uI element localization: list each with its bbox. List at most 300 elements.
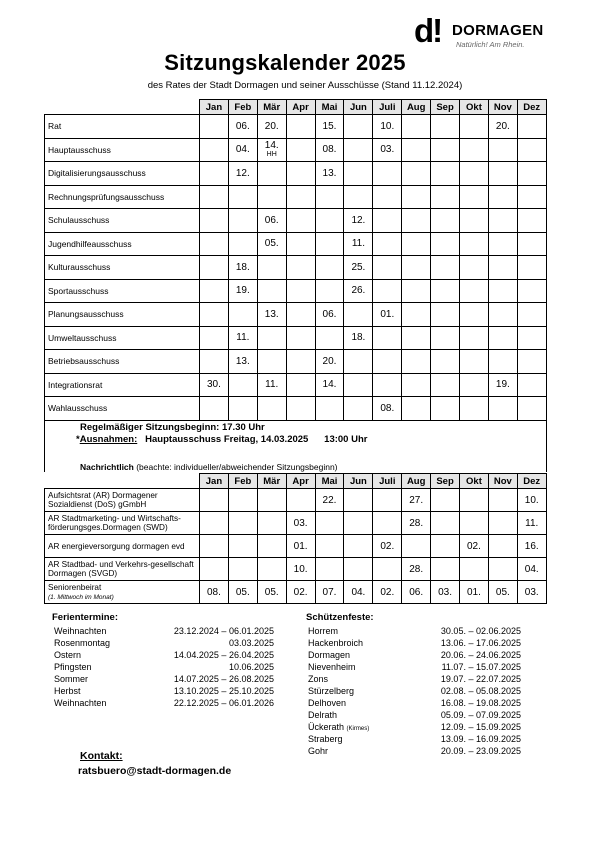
date-cell bbox=[228, 558, 257, 581]
date-value: 10. bbox=[380, 120, 395, 132]
date-cell bbox=[200, 489, 229, 512]
date-cell bbox=[344, 303, 373, 327]
date-cell bbox=[431, 279, 460, 303]
date-value: 13. bbox=[322, 167, 337, 179]
date-cell bbox=[460, 185, 489, 209]
date-cell bbox=[517, 581, 546, 604]
date-value: 13. bbox=[235, 355, 250, 367]
exceptions-text: Hauptausschuss Freitag, 14.03.2025 13:00 Uhr bbox=[137, 434, 368, 445]
nachrichtlich-label: Nachrichtlich bbox=[80, 462, 134, 472]
committee-row-name: Planungsausschuss bbox=[48, 309, 124, 320]
date-cell bbox=[257, 209, 286, 233]
date-cell bbox=[402, 558, 431, 581]
date-cell bbox=[257, 373, 286, 397]
date-cell bbox=[315, 138, 344, 162]
header-blank bbox=[45, 474, 200, 489]
date-cell bbox=[373, 185, 402, 209]
date-value: 26. bbox=[351, 285, 366, 297]
date-cell bbox=[344, 489, 373, 512]
date-value: 03. bbox=[524, 586, 539, 598]
date-cell bbox=[315, 373, 344, 397]
committee-row-name: Kulturausschuss bbox=[48, 262, 111, 273]
date-cell bbox=[228, 185, 257, 209]
committee-row-label bbox=[45, 138, 200, 162]
date-cell bbox=[488, 115, 517, 139]
exceptions-label: Ausnahmen: bbox=[79, 434, 138, 445]
date-value: 14. bbox=[322, 379, 337, 391]
date-cell bbox=[431, 256, 460, 280]
date-cell bbox=[431, 397, 460, 421]
logo-slogan: Natürlich! Am Rhein. bbox=[456, 40, 525, 49]
month-header: Feb bbox=[228, 100, 257, 115]
date-cell bbox=[460, 279, 489, 303]
date-cell bbox=[431, 138, 460, 162]
date-cell bbox=[228, 535, 257, 558]
date-cell bbox=[373, 279, 402, 303]
date-cell bbox=[517, 232, 546, 256]
date-cell bbox=[228, 512, 257, 535]
date-cell bbox=[373, 558, 402, 581]
date-cell bbox=[228, 373, 257, 397]
dormagen-logo bbox=[414, 14, 574, 54]
date-value: 14. bbox=[264, 140, 279, 152]
committee-row bbox=[45, 303, 547, 327]
date-cell bbox=[517, 512, 546, 535]
date-cell bbox=[460, 535, 489, 558]
date-cell bbox=[200, 115, 229, 139]
date-cell bbox=[344, 535, 373, 558]
company-row-label bbox=[45, 489, 200, 512]
date-cell bbox=[488, 535, 517, 558]
list-item-label: Zons bbox=[308, 674, 329, 684]
date-cell bbox=[344, 115, 373, 139]
date-cell bbox=[257, 326, 286, 350]
date-value: 13. bbox=[264, 308, 279, 320]
exceptions-note bbox=[76, 434, 367, 445]
date-cell bbox=[200, 581, 229, 604]
date-cell bbox=[402, 209, 431, 233]
date-cell bbox=[228, 489, 257, 512]
date-cell bbox=[488, 397, 517, 421]
date-cell bbox=[200, 185, 229, 209]
date-cell bbox=[517, 303, 546, 327]
date-cell bbox=[402, 350, 431, 374]
date-cell bbox=[517, 115, 546, 139]
date-value: 19. bbox=[495, 379, 510, 391]
date-cell bbox=[286, 512, 315, 535]
festivals-title: Schützenfeste: bbox=[306, 612, 374, 623]
date-cell bbox=[431, 512, 460, 535]
list-item-name bbox=[308, 685, 354, 697]
regular-start-note: Regelmäßiger Sitzungsbeginn: 17.30 Uhr bbox=[80, 422, 265, 433]
date-cell bbox=[200, 138, 229, 162]
list-item-name bbox=[308, 637, 363, 649]
list-item-label: Delhoven bbox=[308, 698, 347, 708]
date-cell bbox=[257, 397, 286, 421]
date-cell bbox=[402, 489, 431, 512]
date-cell bbox=[315, 397, 344, 421]
committee-row-label bbox=[45, 256, 200, 280]
date-cell bbox=[257, 535, 286, 558]
date-value: 06. bbox=[322, 308, 337, 320]
companies-table bbox=[44, 473, 547, 604]
date-cell bbox=[200, 558, 229, 581]
date-cell bbox=[517, 535, 546, 558]
date-value: 01. bbox=[380, 308, 395, 320]
date-cell bbox=[344, 326, 373, 350]
date-value: 30. bbox=[206, 379, 221, 391]
date-cell bbox=[286, 256, 315, 280]
date-value: 06. bbox=[409, 586, 424, 598]
company-row-name: AR Stadtmarketing- und Wirtschafts-förderungsges.Dormagen (SWD) bbox=[48, 514, 181, 532]
nachrichtlich-note bbox=[80, 462, 338, 472]
committee-row-name: Betriebsausschuss bbox=[48, 356, 120, 367]
date-value: 15. bbox=[322, 120, 337, 132]
list-item-name bbox=[308, 673, 328, 685]
date-value: 11. bbox=[236, 332, 250, 344]
list-item-label: Weihnachten bbox=[54, 698, 107, 708]
date-cell bbox=[315, 232, 344, 256]
list-item-name bbox=[54, 625, 106, 637]
date-value: 11. bbox=[525, 517, 539, 529]
date-cell bbox=[373, 350, 402, 374]
month-header: Dez bbox=[517, 100, 546, 115]
date-cell bbox=[286, 350, 315, 374]
committee-row-name: Integrationsrat bbox=[48, 379, 103, 390]
company-row-note: (1. Mittwoch im Monat) bbox=[48, 593, 114, 601]
date-value: 10. bbox=[524, 494, 539, 506]
date-cell bbox=[344, 185, 373, 209]
committee-row-label bbox=[45, 303, 200, 327]
list-item bbox=[54, 637, 294, 649]
list-item-dates: 13.06. – 17.06.2025 bbox=[440, 638, 521, 648]
date-cell bbox=[344, 558, 373, 581]
date-cell bbox=[431, 185, 460, 209]
month-header: Mär bbox=[257, 100, 286, 115]
list-item bbox=[308, 697, 533, 709]
list-item bbox=[308, 685, 533, 697]
date-cell bbox=[373, 232, 402, 256]
date-value: 16. bbox=[524, 540, 539, 552]
date-cell bbox=[200, 512, 229, 535]
date-cell bbox=[460, 138, 489, 162]
date-cell bbox=[315, 489, 344, 512]
list-item-dates: 13.09. – 16.09.2025 bbox=[440, 734, 521, 744]
date-cell bbox=[460, 489, 489, 512]
list-item-label: Pfingsten bbox=[54, 662, 92, 672]
list-item bbox=[54, 697, 294, 709]
date-cell bbox=[344, 162, 373, 186]
date-cell bbox=[402, 373, 431, 397]
date-cell bbox=[344, 397, 373, 421]
date-cell bbox=[488, 256, 517, 280]
logo-name: DORMAGEN bbox=[452, 22, 544, 39]
date-cell bbox=[257, 558, 286, 581]
date-cell bbox=[373, 303, 402, 327]
date-value: 20. bbox=[322, 355, 337, 367]
date-cell bbox=[488, 373, 517, 397]
month-header: Sep bbox=[431, 100, 460, 115]
committee-row bbox=[45, 256, 547, 280]
list-item-name bbox=[308, 649, 350, 661]
committee-row bbox=[45, 138, 547, 162]
date-cell bbox=[286, 558, 315, 581]
month-header: Aug bbox=[402, 100, 431, 115]
date-cell bbox=[286, 581, 315, 604]
date-value: 12. bbox=[351, 214, 366, 226]
list-item bbox=[54, 625, 294, 637]
list-item bbox=[308, 721, 533, 733]
month-header: Sep bbox=[431, 474, 460, 489]
list-item-dates: 02.08. – 05.08.2025 bbox=[440, 686, 521, 696]
date-value: 04. bbox=[351, 586, 366, 598]
list-item-label: Hackenbroich bbox=[308, 638, 364, 648]
date-cell bbox=[431, 350, 460, 374]
date-cell bbox=[373, 373, 402, 397]
month-header: Apr bbox=[286, 474, 315, 489]
month-header: Jun bbox=[344, 474, 373, 489]
date-subnote: HH bbox=[266, 151, 277, 159]
date-cell bbox=[431, 489, 460, 512]
list-item-name bbox=[308, 745, 328, 757]
list-item-dates: 13.10.2025 – 25.10.2025 bbox=[173, 686, 274, 696]
date-cell bbox=[460, 581, 489, 604]
company-row bbox=[45, 535, 547, 558]
date-cell bbox=[257, 512, 286, 535]
date-cell bbox=[517, 162, 546, 186]
date-cell bbox=[402, 397, 431, 421]
company-row-label bbox=[45, 535, 200, 558]
date-cell bbox=[373, 162, 402, 186]
date-cell bbox=[431, 162, 460, 186]
committee-row-label bbox=[45, 350, 200, 374]
date-value: 06. bbox=[235, 120, 250, 132]
list-item-dates: 20.09. – 23.09.2025 bbox=[440, 746, 521, 756]
holidays-list bbox=[54, 625, 294, 709]
month-header: Nov bbox=[488, 474, 517, 489]
committee-row-label bbox=[45, 326, 200, 350]
list-item bbox=[308, 709, 533, 721]
list-item-label: Dormagen bbox=[308, 650, 351, 660]
committee-row-label bbox=[45, 162, 200, 186]
month-header: Jan bbox=[200, 474, 229, 489]
date-value: 01. bbox=[467, 586, 481, 598]
date-cell bbox=[286, 232, 315, 256]
list-item bbox=[308, 625, 533, 637]
date-cell bbox=[431, 581, 460, 604]
date-value: 12. bbox=[235, 167, 250, 179]
date-cell bbox=[488, 558, 517, 581]
committee-row bbox=[45, 232, 547, 256]
list-item bbox=[308, 661, 533, 673]
date-cell bbox=[344, 512, 373, 535]
date-cell bbox=[373, 581, 402, 604]
month-header: Jan bbox=[200, 100, 229, 115]
date-cell bbox=[228, 138, 257, 162]
list-item-label: Straberg bbox=[308, 734, 343, 744]
committee-row-label bbox=[45, 373, 200, 397]
date-cell bbox=[315, 535, 344, 558]
date-cell bbox=[460, 115, 489, 139]
date-cell bbox=[315, 512, 344, 535]
date-cell bbox=[315, 581, 344, 604]
date-cell bbox=[344, 232, 373, 256]
date-cell bbox=[402, 115, 431, 139]
date-cell bbox=[517, 350, 546, 374]
list-item-name bbox=[54, 673, 88, 685]
date-cell bbox=[402, 581, 431, 604]
date-cell bbox=[431, 303, 460, 327]
date-cell bbox=[488, 162, 517, 186]
list-item-name bbox=[308, 661, 356, 673]
date-value: 22. bbox=[322, 494, 337, 506]
date-cell bbox=[200, 209, 229, 233]
date-cell bbox=[228, 232, 257, 256]
list-item bbox=[308, 637, 533, 649]
committee-row-name: Rat bbox=[48, 121, 62, 132]
date-cell bbox=[228, 279, 257, 303]
committee-row-name: Wahlausschuss bbox=[48, 403, 108, 414]
company-row-name: AR Stadtbad- und Verkehrs-gesellschaft Dormagen (SVGD) bbox=[48, 560, 194, 578]
list-item-label: Nievenheim bbox=[308, 662, 356, 672]
date-cell bbox=[373, 209, 402, 233]
date-cell bbox=[228, 350, 257, 374]
date-value: 08. bbox=[206, 586, 221, 598]
date-value: 20. bbox=[495, 120, 510, 132]
date-cell bbox=[228, 256, 257, 280]
date-cell bbox=[431, 535, 460, 558]
list-item-dates: 22.12.2025 – 06.01.2026 bbox=[173, 698, 274, 708]
company-row-label bbox=[45, 558, 200, 581]
date-value: 02. bbox=[380, 586, 395, 598]
month-header: Mai bbox=[315, 474, 344, 489]
committee-row-name: Jugendhilfeausschuss bbox=[48, 238, 132, 249]
date-cell bbox=[460, 256, 489, 280]
date-cell bbox=[488, 209, 517, 233]
festivals-list bbox=[308, 625, 533, 757]
date-cell bbox=[228, 115, 257, 139]
list-item bbox=[308, 733, 533, 745]
logo-mark: d! bbox=[414, 12, 442, 49]
contact-email[interactable]: ratsbuero@stadt-dormagen.de bbox=[78, 765, 232, 777]
list-item-dates: 30.05. – 02.06.2025 bbox=[440, 626, 521, 636]
date-cell bbox=[488, 185, 517, 209]
date-value: 05. bbox=[264, 586, 279, 598]
company-row-label bbox=[45, 512, 200, 535]
list-item bbox=[308, 649, 533, 661]
header-blank bbox=[45, 100, 200, 115]
date-cell bbox=[286, 138, 315, 162]
date-cell bbox=[402, 303, 431, 327]
list-item-small: (Kirmes) bbox=[346, 726, 370, 732]
date-cell bbox=[488, 279, 517, 303]
committee-row bbox=[45, 373, 547, 397]
date-cell bbox=[200, 326, 229, 350]
holidays-title: Ferientermine: bbox=[52, 612, 118, 623]
month-header: Dez bbox=[517, 474, 546, 489]
date-value: 03. bbox=[293, 517, 308, 529]
list-item-dates: 14.04.2025 – 26.04.2025 bbox=[173, 650, 274, 660]
list-item bbox=[308, 673, 533, 685]
date-cell bbox=[402, 138, 431, 162]
date-cell bbox=[228, 209, 257, 233]
date-cell bbox=[315, 256, 344, 280]
month-header: Mär bbox=[257, 474, 286, 489]
date-cell bbox=[344, 256, 373, 280]
date-cell bbox=[373, 535, 402, 558]
committee-row bbox=[45, 185, 547, 209]
date-cell bbox=[315, 558, 344, 581]
date-cell bbox=[257, 232, 286, 256]
date-cell bbox=[286, 115, 315, 139]
committee-row-name: Schulausschuss bbox=[48, 215, 110, 226]
contact-title: Kontakt: bbox=[80, 750, 123, 762]
date-cell bbox=[344, 279, 373, 303]
committee-row-label bbox=[45, 115, 200, 139]
date-cell bbox=[402, 512, 431, 535]
date-cell bbox=[286, 373, 315, 397]
date-cell bbox=[402, 535, 431, 558]
date-cell bbox=[460, 326, 489, 350]
date-cell bbox=[344, 373, 373, 397]
committee-row-name: Hauptausschuss bbox=[48, 144, 111, 155]
committee-row bbox=[45, 350, 547, 374]
committee-row-name: Rechnungsprüfungsausschuss bbox=[48, 191, 165, 202]
date-cell bbox=[286, 326, 315, 350]
committee-row bbox=[45, 162, 547, 186]
date-value: 10. bbox=[293, 563, 308, 575]
date-cell bbox=[344, 581, 373, 604]
date-value: 08. bbox=[322, 144, 337, 156]
list-item bbox=[308, 745, 533, 757]
date-cell bbox=[431, 373, 460, 397]
date-cell bbox=[517, 138, 546, 162]
date-cell bbox=[200, 303, 229, 327]
date-value: 27. bbox=[409, 494, 424, 506]
list-item-name bbox=[308, 697, 346, 709]
date-cell bbox=[257, 162, 286, 186]
date-cell bbox=[257, 350, 286, 374]
date-value: 20. bbox=[264, 120, 279, 132]
month-header: Apr bbox=[286, 100, 315, 115]
date-cell bbox=[488, 512, 517, 535]
date-value: 05. bbox=[264, 238, 279, 250]
date-value: 11. bbox=[265, 379, 279, 391]
nachrichtlich-text: (beachte: individueller/abweichender Sitzungsbeginn) bbox=[133, 462, 338, 472]
date-cell bbox=[460, 232, 489, 256]
date-cell bbox=[373, 397, 402, 421]
committee-row bbox=[45, 279, 547, 303]
list-item bbox=[54, 685, 294, 697]
date-cell bbox=[228, 581, 257, 604]
date-cell bbox=[315, 279, 344, 303]
date-value: 02. bbox=[293, 586, 308, 598]
month-header: Feb bbox=[228, 474, 257, 489]
date-cell bbox=[517, 326, 546, 350]
company-row-label bbox=[45, 581, 200, 604]
date-value: 28. bbox=[409, 563, 424, 575]
date-cell bbox=[517, 373, 546, 397]
date-cell bbox=[286, 279, 315, 303]
company-row-name: Seniorenbeirat bbox=[48, 582, 102, 592]
date-cell bbox=[488, 232, 517, 256]
date-cell bbox=[402, 232, 431, 256]
list-item-label: Horrem bbox=[308, 626, 339, 636]
date-cell bbox=[517, 256, 546, 280]
list-item-name bbox=[54, 649, 81, 661]
list-item-label: Stürzelberg bbox=[308, 686, 355, 696]
list-item-dates: 19.07. – 22.07.2025 bbox=[440, 674, 521, 684]
